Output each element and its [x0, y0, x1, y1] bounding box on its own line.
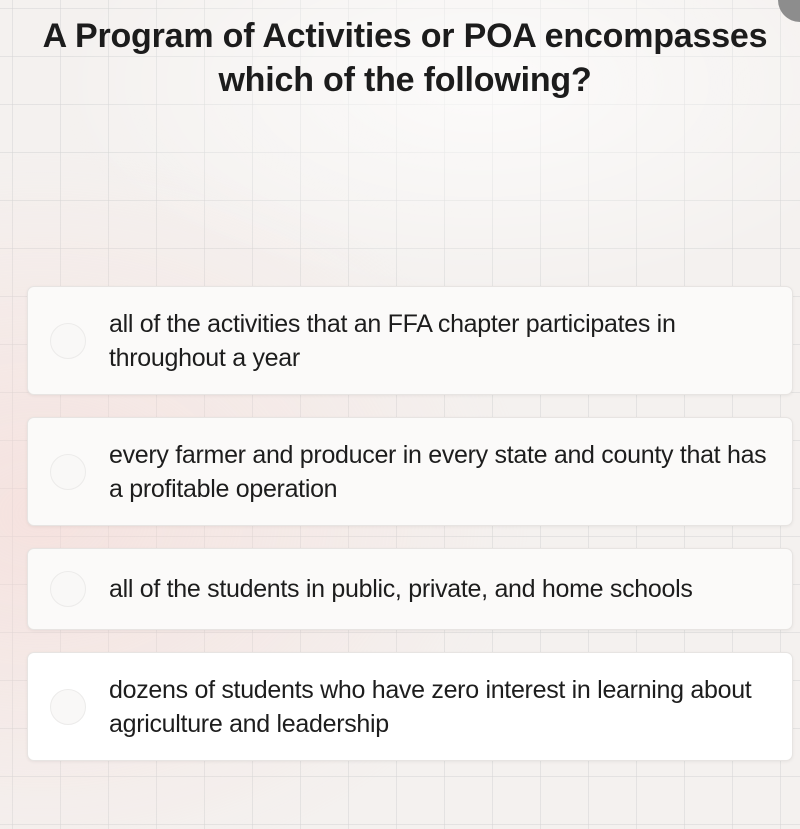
radio-circle-icon[interactable] [50, 571, 86, 607]
answer-option-label: every farmer and producer in every state and county that has a profitable operation [109, 440, 767, 503]
answer-option-3[interactable] [27, 548, 793, 630]
answer-option-4[interactable] [27, 652, 793, 761]
radio-circle-icon[interactable] [50, 323, 86, 359]
radio-circle-icon[interactable] [50, 454, 86, 490]
radio-circle-icon[interactable] [50, 689, 86, 725]
answer-options [27, 286, 793, 761]
answer-option-1[interactable] [27, 286, 793, 395]
question-text: A Program of Activities or POA encompasses which of the following? [42, 17, 768, 99]
answer-option-2[interactable] [27, 417, 793, 526]
answer-option-label: dozens of students who have zero interest in learning about agriculture and leadership [109, 675, 752, 738]
answer-option-label: all of the activities that an FFA chapter participates in throughout a year [109, 309, 676, 372]
answer-option-label: all of the students in public, private, and home schools [109, 575, 693, 603]
